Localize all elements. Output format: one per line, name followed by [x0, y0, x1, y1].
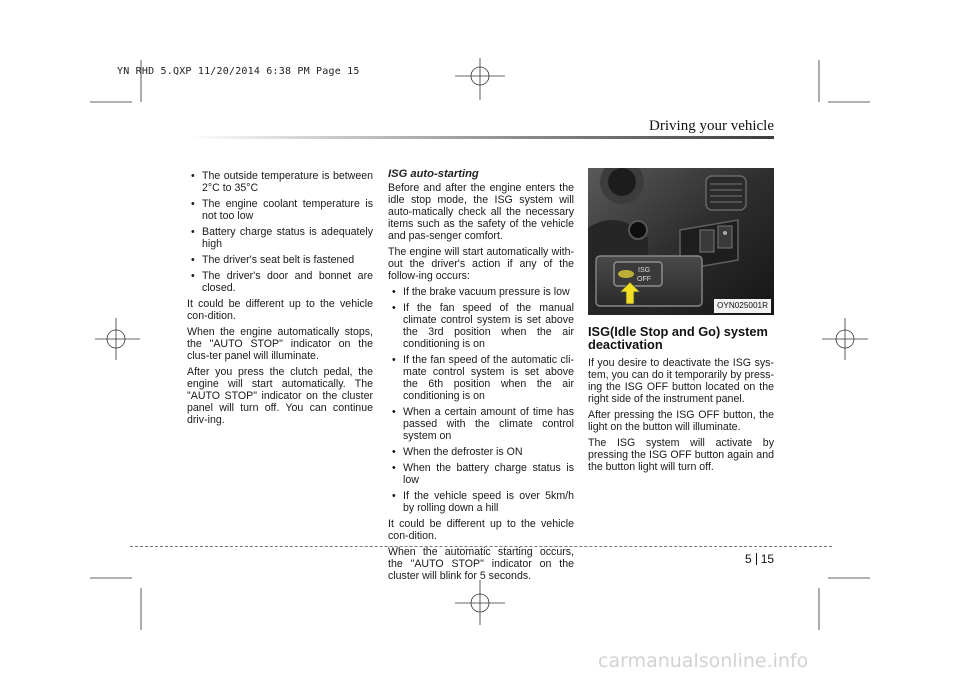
paragraph: Before and after the engine enters the idle stop mode, the ISG system will auto-matically check all the necessary items such as the safety of the vehicle and pas-senger comfort. — [388, 182, 574, 242]
column-3 — [588, 168, 774, 477]
list-item: • When a certain amount of time has passed with the climate control system on — [388, 406, 574, 442]
list-item: • If the fan speed of the manual climate control system is set above the 3rd position when the air conditioning is on — [388, 302, 574, 350]
dashboard-photo — [588, 168, 774, 315]
column-1 — [187, 170, 373, 430]
page-number-value: 15 — [760, 552, 775, 566]
header-rule — [188, 136, 774, 139]
photo-code: OYN025001R — [714, 299, 771, 313]
footer-rule — [130, 546, 832, 547]
paragraph: It could be different up to the vehicle con-dition. — [187, 298, 373, 322]
page-number — [745, 552, 774, 566]
paragraph: The engine will start automatically with-out the driver's action if any of the follow-ing occurs: — [388, 246, 574, 282]
list-item: • Battery charge status is adequately high — [187, 226, 373, 250]
paragraph: It could be different up to the vehicle con-dition. — [388, 518, 574, 542]
paragraph: If you desire to deactivate the ISG sys-tem, you can do it temporarily by press-ing the ISG OFF button located on the right side of the instrument panel. — [588, 357, 774, 405]
heading-isg-deactivation: ISG(Idle Stop and Go) system deactivation — [588, 324, 768, 352]
page-section-number: 5 — [745, 552, 752, 566]
list-item: • When the defroster is ON — [388, 446, 574, 458]
print-slug: YN RHD 5.QXP 11/20/2014 6:38 PM Page 15 — [117, 66, 360, 77]
watermark: carmanualsonline.info — [598, 650, 809, 672]
list-item: • The driver's seat belt is fastened — [187, 254, 373, 266]
list-item: • If the vehicle speed is over 5km/h by rolling down a hill — [388, 490, 574, 514]
paragraph: When the automatic starting occurs, the "AUTO STOP" indicator on the cluster will blink for 5 seconds. — [388, 546, 574, 582]
dashboard-illustration — [588, 168, 774, 315]
list-item: • If the fan speed of the automatic cli-mate control system is set above the 6th position when the air conditioning is on — [388, 354, 574, 402]
list-item: • The driver's door and bonnet are closed. — [187, 270, 373, 294]
isg-button-label-line2: OFF — [637, 276, 651, 283]
auto-start-conditions-list — [388, 286, 574, 514]
column-2 — [388, 168, 574, 586]
list-item: • The outside temperature is between 2°C to 35°C — [187, 170, 373, 194]
paragraph: After you press the clutch pedal, the engine will start automatically. The "AUTO STOP" indicator on the cluster panel will turn off. You can continue driv-ing. — [187, 366, 373, 426]
section-title: Driving your vehicle — [649, 118, 774, 134]
paragraph: When the engine automatically stops, the "AUTO STOP" indicator on the clus-ter panel will illuminate. — [187, 326, 373, 362]
list-item: • The engine coolant temperature is not too low — [187, 198, 373, 222]
subheading-isg-auto-starting: ISG auto-starting — [388, 168, 479, 180]
list-item: • When the battery charge status is low — [388, 462, 574, 486]
isg-button-label-line1: ISG — [638, 267, 651, 274]
list-item: • If the brake vacuum pressure is low — [388, 286, 574, 298]
paragraph: After pressing the ISG OFF button, the light on the button will illuminate. — [588, 409, 774, 433]
paragraph: The ISG system will activate by pressing the ISG OFF button again and the button light will turn off. — [588, 437, 774, 473]
conditions-list — [187, 170, 373, 294]
page-number-divider — [756, 553, 757, 565]
